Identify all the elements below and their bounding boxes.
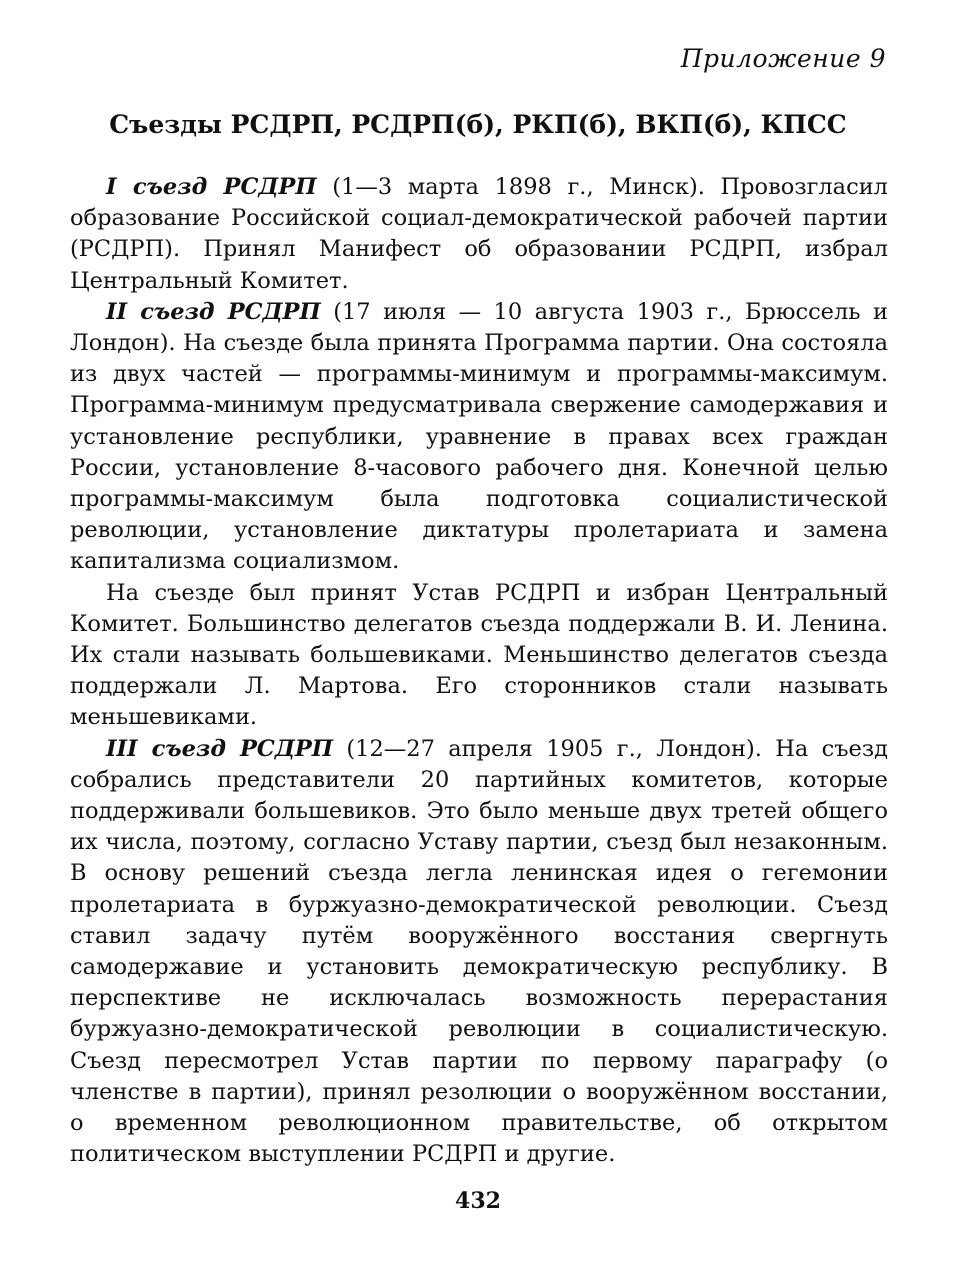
page-number: 432 xyxy=(455,1188,501,1214)
appendix-label: Приложение 9 xyxy=(680,44,886,73)
paragraph-text: (1—3 марта 1898 г., Минск). Провозгласил образование Российской социал-демократической рабочей партии (РСДРП). Принял Манифест об образовании РСДРП, избрал Центральный Комитет. xyxy=(70,174,888,294)
paragraph-text: На съезде был принят Устав РСДРП и избран Центральный Комитет. Большинство делегатов съезда поддержали В. И. Ленина. Их стали называть большевиками. Меньшинство делегатов съезда поддержали Л. Мартова. Его сторонников стали называть меньшевиками. xyxy=(70,579,888,731)
paragraph-lead: III съезд РСДРП xyxy=(106,735,334,762)
paragraph-text: (17 июля — 10 августа 1903 г., Брюссель и Лондон). На съезде была принята Программа партии. Она состояла из двух частей — программы-минимум и программы-максимум. Программа-минимум предусматривала свержение самодержавия и установление республики, уравнение в правах всех граждан России, установление 8-часового рабочего дня. Конечной целью программы-максимум была подготовка социалистической революции, установление диктатуры пролетариата и замена капитализма социализмом. xyxy=(70,298,888,575)
paragraph-congress-1 xyxy=(70,172,888,297)
page-title: Съезды РСДРП, РСДРП(б), РКП(б), ВКП(б), КПСС xyxy=(109,110,847,139)
paragraph-congress-3 xyxy=(70,734,888,1171)
body-text xyxy=(70,172,888,1171)
paragraph-congress-2-continued xyxy=(70,578,888,734)
paragraph-lead: II съезд РСДРП xyxy=(106,298,321,325)
paragraph-congress-2 xyxy=(70,297,888,578)
paragraph-text: (12—27 апреля 1905 г., Лондон). На съезд собрались представители 20 партийных комитетов, которые поддерживали большевиков. Это было меньше двух третей общего их числа, поэтому, согласно Уставу партии, съезд был незаконным. В основу решений съезда легла ленинская идея о гегемонии пролетариата в буржуазно-демократической революции. Съезд ставил задачу путём вооружённого восстания свергнуть самодержавие и установить демократическую республику. В перспективе не исключалась возможность перерастания буржуазно-демократической революции в социалистическую. Съезд пересмотрел Устав партии по первому параграфу (о членстве в партии), принял резолюции о вооружённом восстании, о временном революционном правительстве, об открытом политическом выступлении РСДРП и другие. xyxy=(70,735,888,1168)
paragraph-lead: I съезд РСДРП xyxy=(106,174,317,200)
